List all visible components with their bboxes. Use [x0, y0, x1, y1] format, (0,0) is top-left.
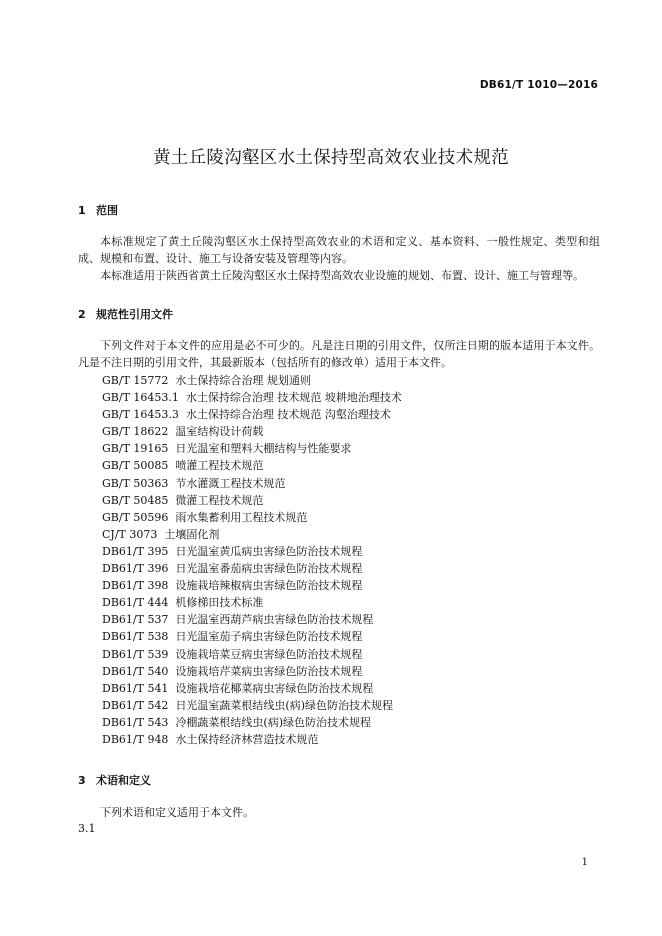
reference-item	[102, 423, 402, 440]
reference-item	[102, 406, 402, 423]
reference-name: 水土保持经济林营造技术规范	[175, 732, 319, 746]
reference-code: DB61/T 543	[102, 715, 169, 729]
reference-code: GB/T 50485	[102, 493, 169, 507]
reference-item	[102, 440, 402, 457]
reference-item	[102, 697, 402, 714]
reference-code: DB61/T 398	[102, 579, 169, 593]
section-1-paragraph-2: 本标准适用于陕西省黄土丘陵沟壑区水土保持型高效农业设施的规划、布置、设计、施工与管理等。	[100, 269, 584, 282]
reference-code: DB61/T 396	[102, 562, 169, 576]
section-number: 3	[78, 774, 86, 787]
section-1-heading	[78, 202, 118, 218]
reference-code: DB61/T 538	[102, 630, 169, 644]
reference-name: 喷灌工程技术规范	[175, 459, 264, 473]
reference-name: 日光温室黄瓜病虫害绿色防治技术规程	[175, 544, 363, 558]
reference-item	[102, 628, 402, 645]
reference-code: GB/T 16453.3	[102, 408, 179, 422]
reference-name: 日光温室和塑料大棚结构与性能要求	[175, 442, 352, 456]
reference-code: DB61/T 539	[102, 647, 169, 661]
page-number: 1	[581, 857, 588, 868]
reference-item	[102, 543, 402, 560]
reference-code: GB/T 50085	[102, 459, 169, 473]
reference-code: GB/T 19165	[102, 442, 169, 456]
reference-item	[102, 611, 402, 628]
section-title: 范围	[96, 204, 118, 217]
reference-item	[102, 492, 402, 509]
reference-name: 机修梯田技术标准	[175, 596, 264, 610]
reference-item	[102, 389, 402, 406]
section-3-heading	[78, 772, 151, 788]
reference-item	[102, 646, 402, 663]
reference-item	[102, 560, 402, 577]
document-title: 黄土丘陵沟壑区水土保持型高效农业技术规范	[153, 148, 509, 168]
section-number: 1	[78, 204, 86, 217]
reference-item	[102, 526, 402, 543]
reference-name: 日光温室番茄病虫害绿色防治技术规程	[175, 562, 363, 576]
reference-code: DB61/T 948	[102, 732, 169, 746]
standard-code: DB61/T 1010—2016	[479, 79, 598, 91]
reference-item	[102, 663, 402, 680]
reference-code: DB61/T 444	[102, 596, 169, 610]
section-title: 规范性引用文件	[96, 308, 173, 321]
reference-name: 设施栽培芹菜病虫害绿色防治技术规程	[175, 664, 363, 678]
reference-name: 水土保持综合治理 技术规范 坡耕地治理技术	[185, 391, 402, 405]
reference-item	[102, 594, 402, 611]
reference-code: DB61/T 542	[102, 698, 169, 712]
reference-code: GB/T 50363	[102, 476, 169, 490]
subsection-number: 3.1	[78, 822, 96, 835]
reference-name: 设施栽培菜豆病虫害绿色防治技术规程	[175, 647, 363, 661]
reference-item	[102, 509, 402, 526]
reference-item	[102, 577, 402, 594]
reference-code: CJ/T 3073	[102, 527, 158, 541]
reference-code: DB61/T 541	[102, 681, 169, 695]
reference-code: GB/T 16453.1	[102, 391, 179, 405]
reference-code: DB61/T 537	[102, 613, 169, 627]
reference-name: 温室结构设计荷载	[175, 425, 264, 439]
reference-name: 设施栽培辣椒病虫害绿色防治技术规程	[175, 579, 363, 593]
normative-reference-list	[102, 372, 402, 748]
reference-name: 日光温室茄子病虫害绿色防治技术规程	[175, 630, 363, 644]
section-1-paragraph-1: 本标准规定了黄土丘陵沟壑区水土保持型高效农业的术语和定义、基本资料、一般性规定、类型和组成、规模和布置、设计、施工与设备安装及管理等内容。	[78, 235, 600, 265]
reference-code: GB/T 15772	[102, 374, 169, 387]
section-title: 术语和定义	[96, 774, 151, 787]
reference-item	[102, 372, 402, 389]
reference-name: 日光温室蔬菜根结线虫(病)绿色防治技术规程	[175, 698, 394, 712]
reference-code: GB/T 18622	[102, 425, 169, 439]
reference-name: 水土保持综合治理 技术规范 沟壑治理技术	[185, 408, 391, 422]
reference-name: 土壤固化剂	[164, 527, 220, 541]
reference-item	[102, 457, 402, 474]
section-2-heading	[78, 306, 173, 322]
reference-code: GB/T 50596	[102, 510, 169, 524]
reference-item	[102, 714, 402, 731]
reference-name: 雨水集蓄利用工程技术规范	[175, 510, 308, 524]
reference-item	[102, 680, 402, 697]
section-2-paragraph-1: 下列文件对于本文件的应用是必不可少的。凡是注日期的引用文件，仅所注日期的版本适用于本文件。凡是不注日期的引用文件，其最新版本（包括所有的修改单）适用于本文件。	[78, 339, 600, 369]
reference-name: 节水灌溉工程技术规范	[175, 476, 286, 490]
section-3-paragraph-1: 下列术语和定义适用于本文件。	[100, 806, 254, 819]
reference-item	[102, 731, 402, 748]
section-number: 2	[78, 308, 86, 321]
reference-name: 冷棚蔬菜根结线虫(病)绿色防治技术规程	[175, 715, 372, 729]
reference-item	[102, 475, 402, 492]
reference-code: DB61/T 540	[102, 664, 169, 678]
reference-name: 水土保持综合治理 规划通则	[175, 374, 311, 387]
reference-name: 日光温室西葫芦病虫害绿色防治技术规程	[175, 613, 374, 627]
reference-code: DB61/T 395	[102, 544, 169, 558]
reference-name: 设施栽培花椰菜病虫害绿色防治技术规程	[175, 681, 374, 695]
reference-name: 微灌工程技术规范	[175, 493, 264, 507]
